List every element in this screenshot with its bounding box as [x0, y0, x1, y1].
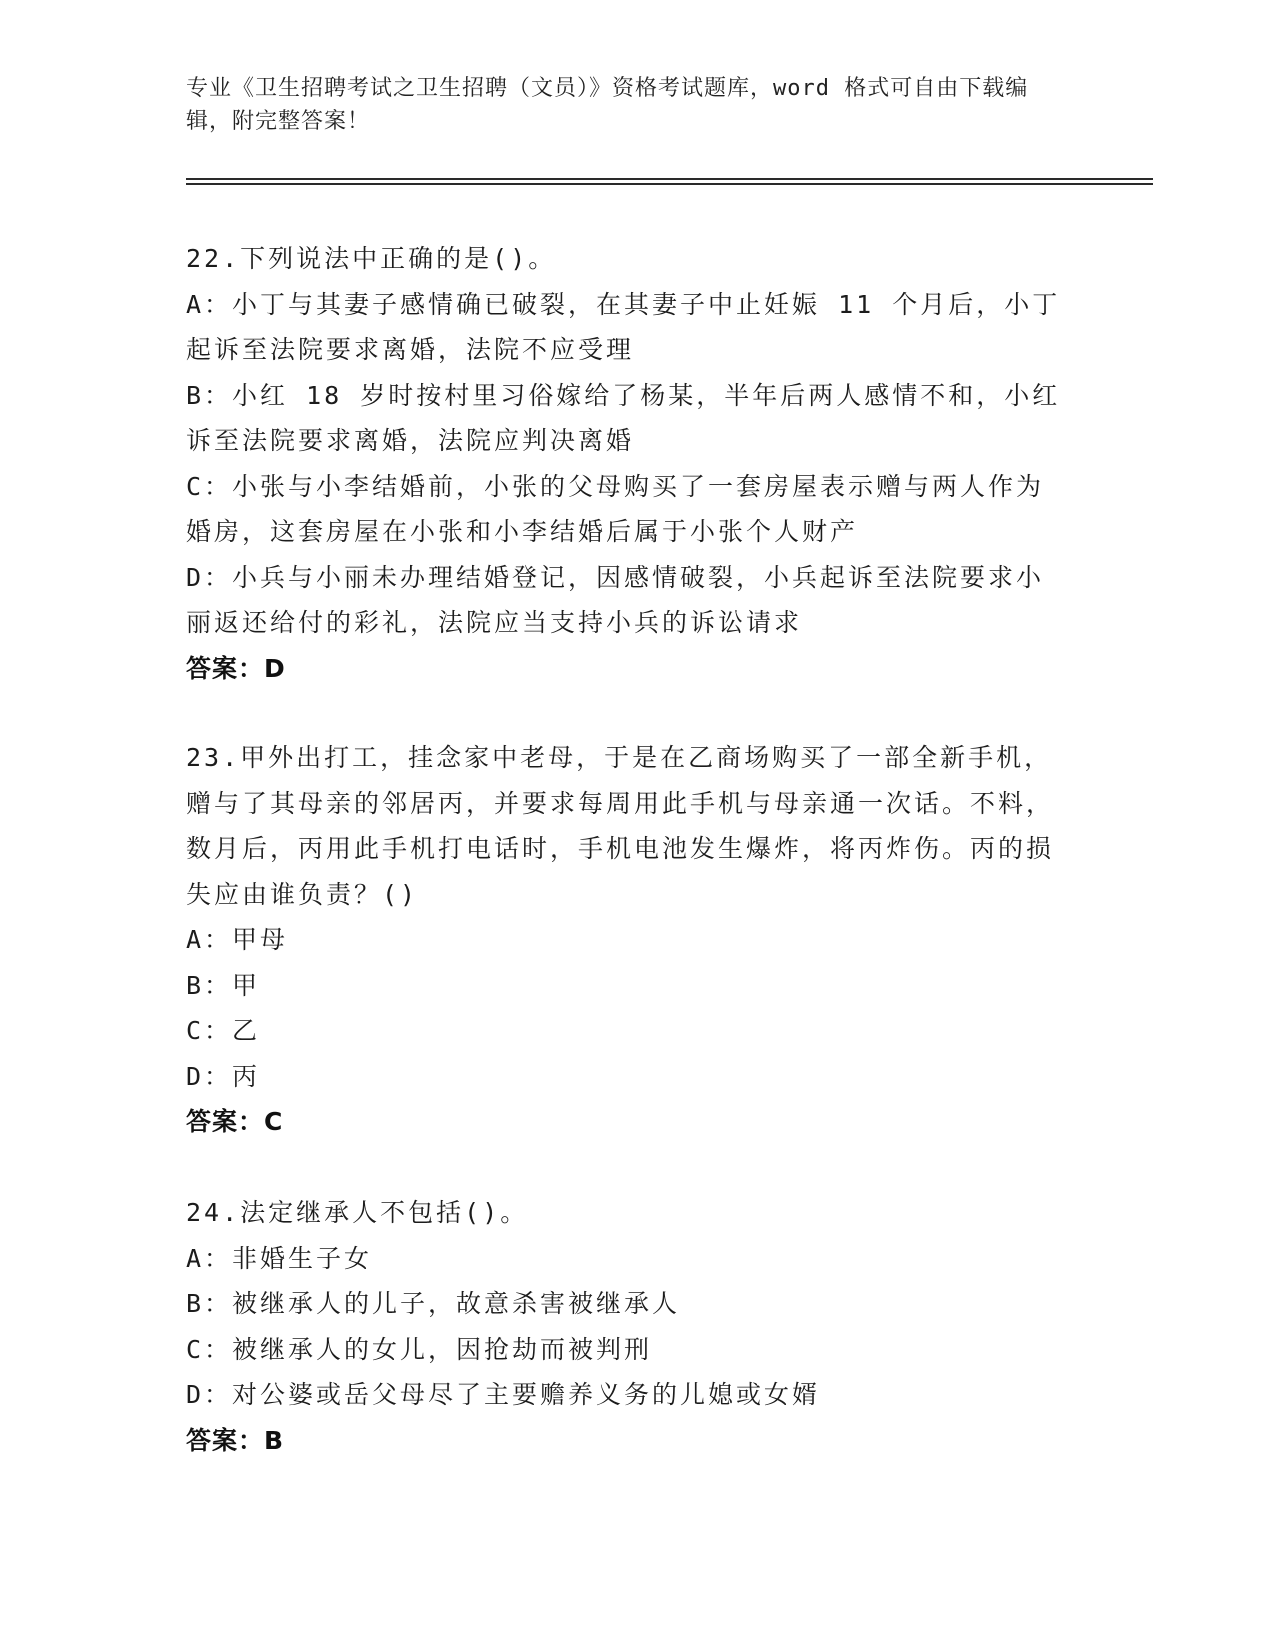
answer: 答案：C — [186, 1107, 284, 1136]
option-c: C：乙 — [186, 1016, 261, 1045]
option-b: B：甲 — [186, 970, 261, 1000]
header-divider-top — [186, 178, 1153, 180]
option-d: D：小兵与小丽未办理结婚登记，因感情破裂，小兵起诉至法院要求小丽返还给付的彩礼，法院应当支持小兵的诉讼请求 — [186, 562, 1045, 637]
question-stem: 24.法定继承人不包括()。 — [186, 1198, 529, 1227]
option-a: A：甲母 — [186, 925, 289, 954]
question-stem: 23.甲外出打工，挂念家中老母，于是在乙商场购买了一部全新手机，赠与了其母亲的邻居丙，并要求每周用此手机与母亲通一次话。不料，数月后，丙用此手机打电话时，手机电池发生爆炸，将丙炸伤。丙的损失应由谁负责？() — [186, 743, 1055, 909]
header-divider-bottom — [186, 183, 1153, 185]
header-text: 专业《卫生招聘考试之卫生招聘（文员）》资格考试题库，word 格式可自由下载编辑，附完整答案！ — [186, 76, 1029, 134]
answer: 答案：D — [186, 653, 286, 683]
option-b: B：被继承人的儿子，故意杀害被继承人 — [186, 1289, 681, 1318]
document-header — [186, 72, 1066, 138]
question-23 — [186, 735, 1066, 1145]
question-22 — [186, 236, 1066, 691]
option-c: C：被继承人的女儿，因抢劫而被判刑 — [186, 1334, 653, 1364]
option-c: C：小张与小李结婚前，小张的父母购买了一套房屋表示赠与两人作为婚房，这套房屋在小张和小李结婚后属于小张个人财产 — [186, 471, 1045, 546]
answer: 答案：B — [186, 1425, 285, 1455]
option-d: D：对公婆或岳父母尽了主要赡养义务的儿媳或女婿 — [186, 1380, 821, 1409]
question-stem: 22.下列说法中正确的是()。 — [186, 244, 557, 273]
option-b: B：小红 18 岁时按村里习俗嫁给了杨某，半年后两人感情不和，小红诉至法院要求离婚，法院应判决离婚 — [186, 380, 1061, 455]
option-d: D：丙 — [186, 1061, 261, 1091]
question-24 — [186, 1190, 1066, 1463]
option-a: A：非婚生子女 — [186, 1243, 373, 1273]
option-a: A：小丁与其妻子感情确已破裂，在其妻子中止妊娠 11 个月后，小丁起诉至法院要求离婚，法院不应受理 — [186, 289, 1061, 364]
